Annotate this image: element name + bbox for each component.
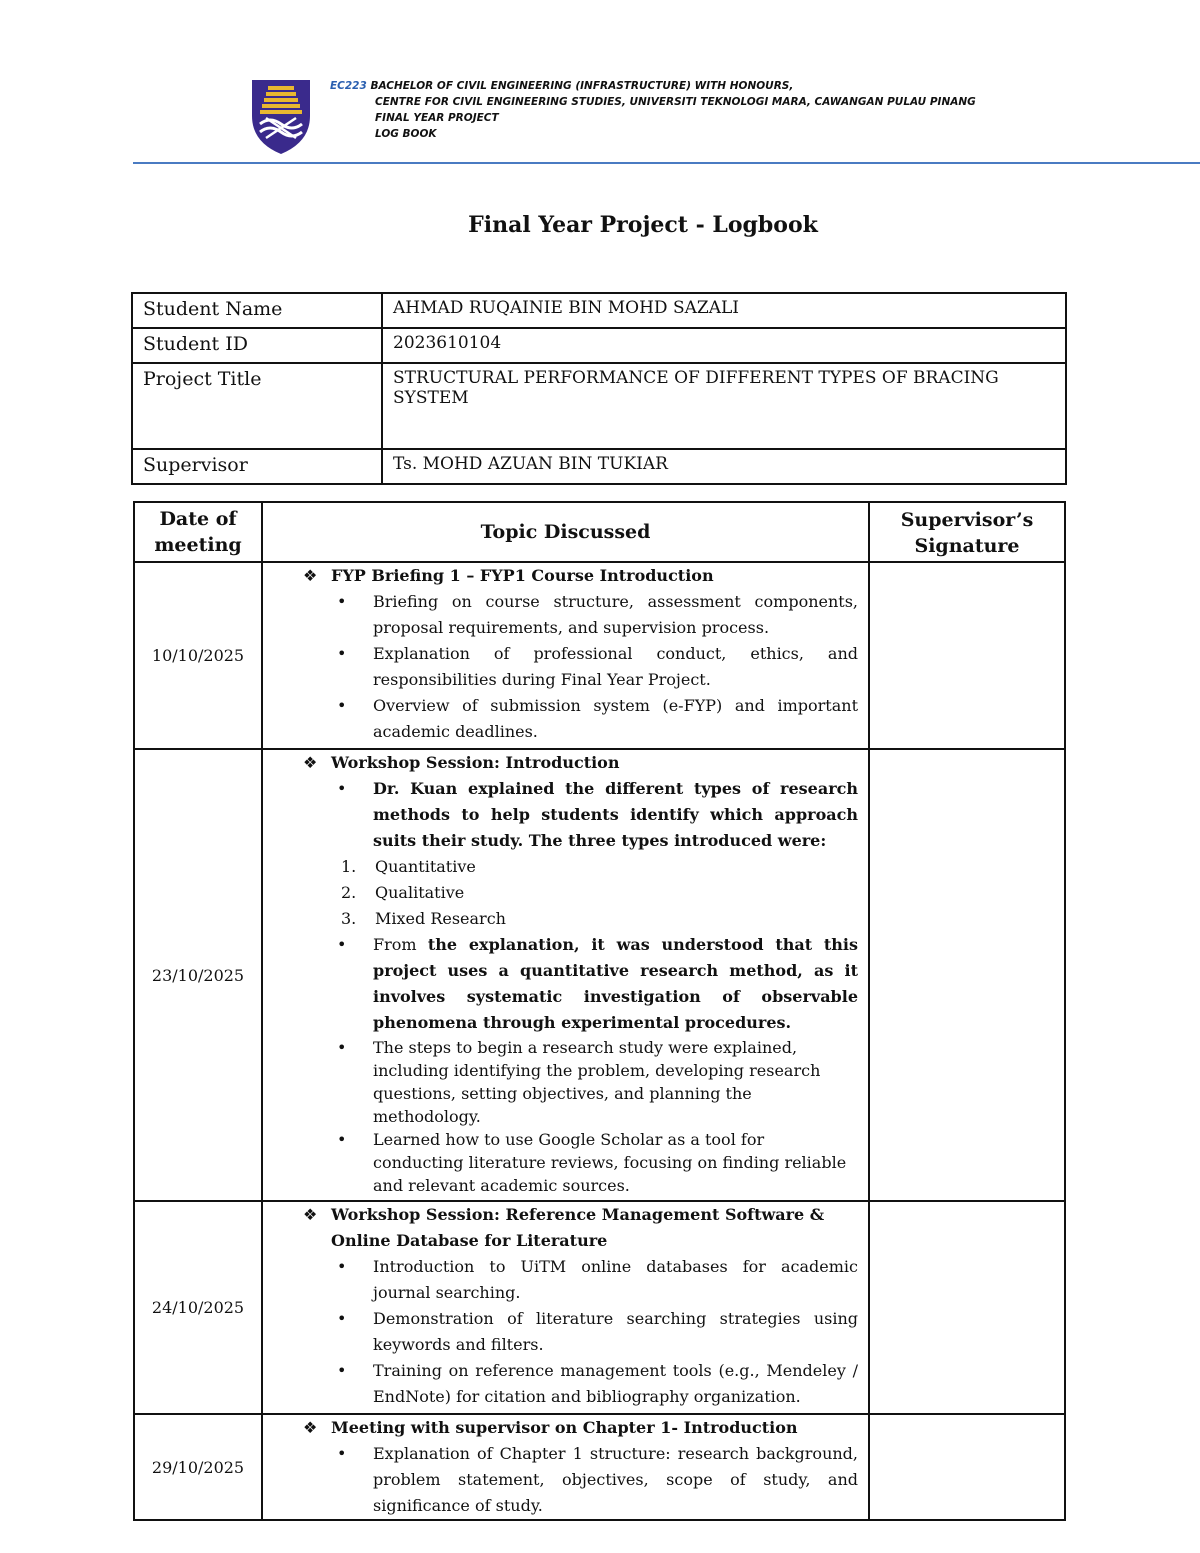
- header-divider: [133, 162, 1200, 164]
- list-item: • Overview of submission system (e-FYP) and important academic deadlines.: [373, 693, 858, 745]
- list-item: • Learned how to use Google Scholar as a tool for conducting literature reviews, focusing on finding reliable and relevant academic sources.: [373, 1128, 858, 1197]
- uitm-crest-logo: [248, 76, 314, 156]
- student-name-label: Student Name: [132, 293, 382, 328]
- list-item: • The steps to begin a research study were explained, including identifying the problem, developing research questions, setting objectives, and planning the methodology.: [373, 1036, 858, 1128]
- project-title-label: Project Title: [132, 363, 382, 449]
- list-item: • Briefing on course structure, assessment components, proposal requirements, and supervision process.: [373, 589, 858, 641]
- topic-cell: [262, 1201, 869, 1414]
- student-info-table: [131, 292, 1067, 485]
- signature-cell: [869, 1201, 1065, 1414]
- log-header-row: [134, 502, 1065, 562]
- list-item: • From the explanation, it was understood that this project uses a quantitative research method, as it involves systematic investigation of observable phenomena through experimental procedures.: [373, 932, 858, 1036]
- supervisor-label: Supervisor: [132, 449, 382, 484]
- meeting-date: 24/10/2025: [134, 1201, 262, 1414]
- topic-heading: ❖ Meeting with supervisor on Chapter 1- Introduction: [303, 1415, 858, 1441]
- list-item: • Explanation of professional conduct, ethics, and responsibilities during Final Year Project.: [373, 641, 858, 693]
- supervisor-value: Ts. MOHD AZUAN BIN TUKIAR: [382, 449, 1066, 484]
- topic-cell: [262, 1414, 869, 1520]
- logbook-line: LOG BOOK: [375, 128, 437, 140]
- diamond-bullet-icon: ❖: [303, 1205, 318, 1224]
- program-code: EC223: [330, 80, 367, 92]
- topic-heading: ❖ FYP Briefing 1 – FYP1 Course Introduction: [303, 563, 858, 589]
- topic-heading: ❖ Workshop Session: Reference Management Software & Online Database for Literature: [303, 1202, 858, 1254]
- topic-cell: [262, 562, 869, 749]
- list-item: 3. Mixed Research: [341, 909, 506, 928]
- program-line: BACHELOR OF CIVIL ENGINEERING (INFRASTRUCTURE) WITH HONOURS,: [370, 80, 794, 92]
- fyp-line: FINAL YEAR PROJECT: [375, 112, 499, 124]
- signature-cell: [869, 749, 1065, 1201]
- topic-heading: ❖ Workshop Session: Introduction: [303, 750, 858, 776]
- meeting-date: 10/10/2025: [134, 562, 262, 749]
- list-item: • Dr. Kuan explained the different types of research methods to help students identify which approach suits their study. The three types introduced were:: [373, 776, 858, 854]
- diamond-bullet-icon: ❖: [303, 753, 318, 772]
- table-row: [134, 562, 1065, 749]
- list-item: 2. Qualitative: [341, 883, 465, 902]
- meeting-log-table: [133, 501, 1066, 1521]
- header-text: [330, 78, 976, 142]
- signature-cell: [869, 562, 1065, 749]
- project-title-value: STRUCTURAL PERFORMANCE OF DIFFERENT TYPES OF BRACING SYSTEM: [382, 363, 1066, 449]
- list-item: • Explanation of Chapter 1 structure: research background, problem statement, objectives, scope of study, and significance of study.: [373, 1441, 858, 1519]
- meeting-date: 29/10/2025: [134, 1414, 262, 1520]
- col-signature-header: Supervisor’s Signature: [869, 502, 1065, 562]
- student-name-value: AHMAD RUQAINIE BIN MOHD SAZALI: [382, 293, 1066, 328]
- table-row: [134, 749, 1065, 1201]
- list-item: 1. Quantitative: [341, 857, 476, 876]
- diamond-bullet-icon: ❖: [303, 566, 318, 585]
- list-item: • Demonstration of literature searching strategies using keywords and filters.: [373, 1306, 858, 1358]
- meeting-date: 23/10/2025: [134, 749, 262, 1201]
- list-item: • Training on reference management tools (e.g., Mendeley / EndNote) for citation and bibliography organization.: [373, 1358, 858, 1410]
- col-topic-header: Topic Discussed: [262, 502, 869, 562]
- table-row: [134, 1201, 1065, 1414]
- signature-cell: [869, 1414, 1065, 1520]
- document-header: [0, 0, 1200, 170]
- list-item: • Introduction to UiTM online databases for academic journal searching.: [373, 1254, 858, 1306]
- col-date-header: Date of meeting: [134, 502, 262, 562]
- student-id-value: 2023610104: [382, 328, 1066, 363]
- topic-cell: [262, 749, 869, 1201]
- diamond-bullet-icon: ❖: [303, 1418, 318, 1437]
- research-types-list: [303, 854, 858, 932]
- page-title: Final Year Project - Logbook: [468, 212, 818, 238]
- student-id-label: Student ID: [132, 328, 382, 363]
- centre-line: CENTRE FOR CIVIL ENGINEERING STUDIES, UNIVERSITI TEKNOLOGI MARA, CAWANGAN PULAU PINANG: [375, 96, 976, 108]
- table-row: [134, 1414, 1065, 1520]
